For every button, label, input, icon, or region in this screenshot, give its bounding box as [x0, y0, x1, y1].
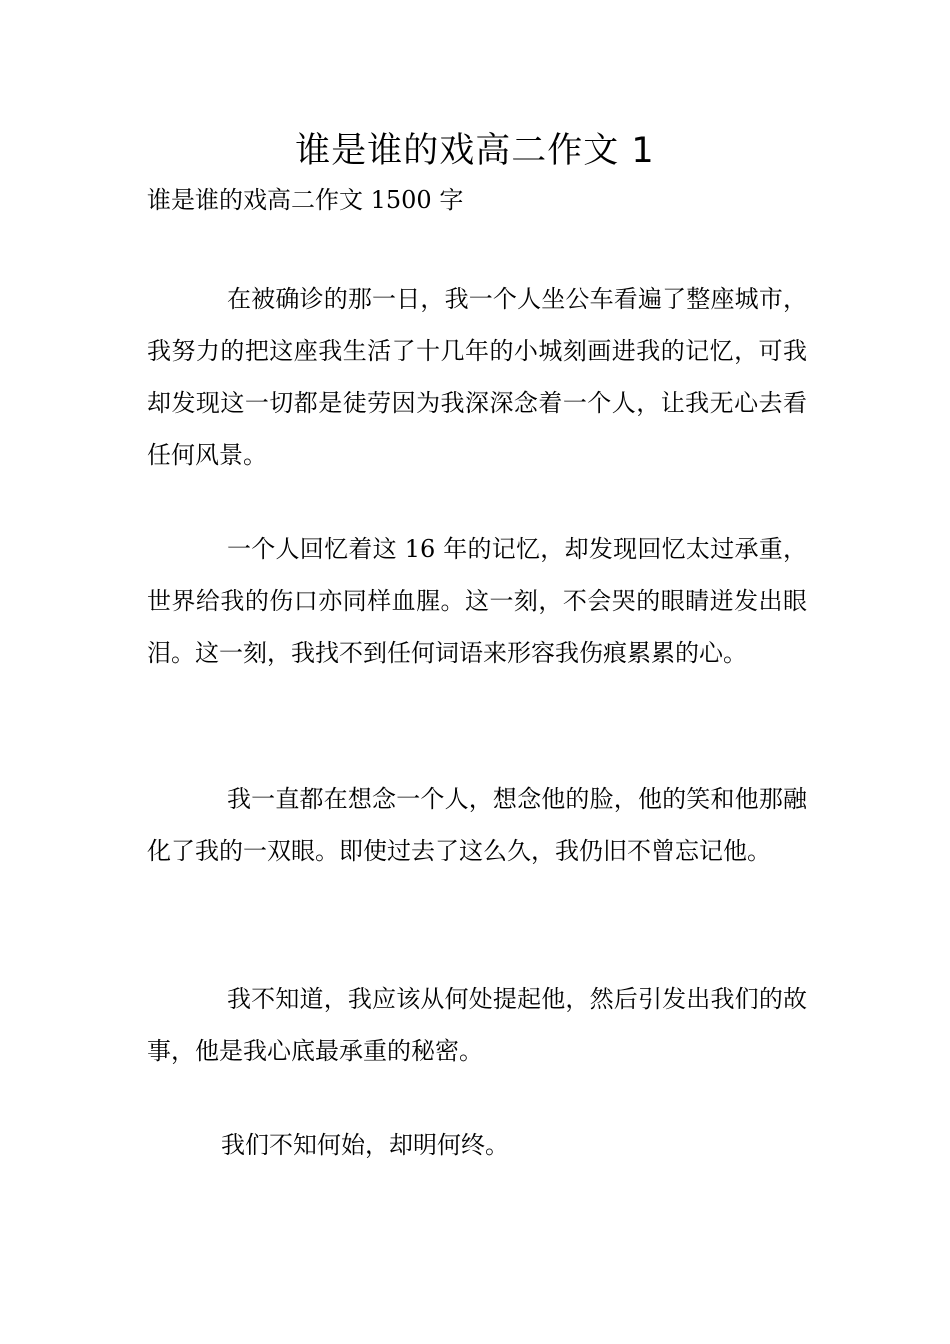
paragraph-3: 我一直都在想念一个人，想念他的脸，他的笑和他那融化了我的一双眼。即使过去了这么久，我仍旧不曾忘记他。: [147, 785, 807, 865]
paragraph-1: 在被确诊的那一日，我一个人坐公车看遍了整座城市，我努力的把这座我生活了十几年的小城刻画进我的记忆，可我却发现这一切都是徒劳因为我深深念着一个人，让我无心去看任何风景。: [147, 285, 807, 469]
paragraph-4: 我不知道，我应该从何处提起他，然后引发出我们的故事，他是我心底最承重的秘密。: [147, 985, 807, 1065]
paragraph-2: 一个人回忆着这 16 年的记忆，却发现回忆太过承重，世界给我的伤口亦同样血腥。这一刻，不会哭的眼睛迸发出眼泪。这一刻，我找不到任何词语来形容我伤痕累累的心。: [147, 535, 807, 667]
paragraph-5: 我们不知何始，却明何终。: [221, 1131, 509, 1159]
document-title: 谁是谁的戏高二作文 1: [295, 131, 655, 171]
document-subtitle: 谁是谁的戏高二作文 1500 字: [147, 186, 464, 214]
